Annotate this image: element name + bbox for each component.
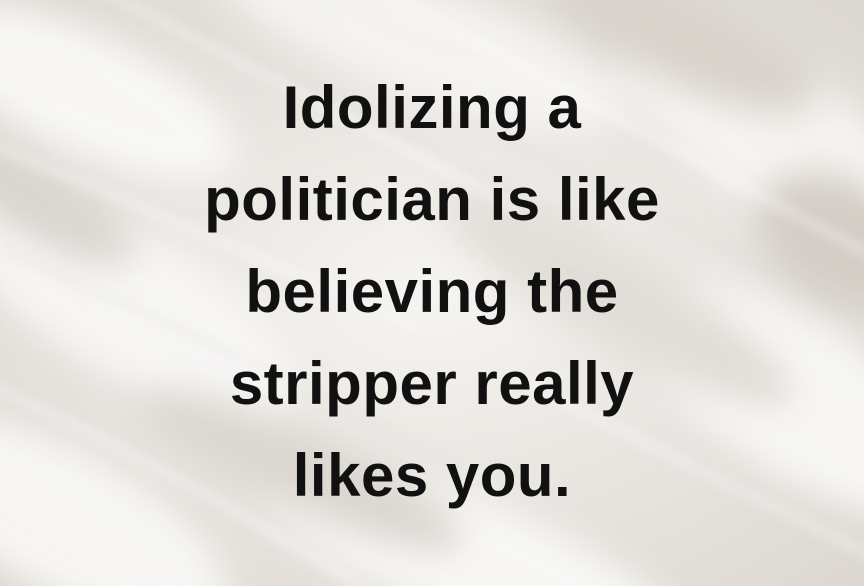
quote-line-3: believing the — [245, 258, 619, 325]
quote-line-2: politician is like — [204, 166, 660, 233]
quote-line-1: Idolizing a — [282, 74, 582, 141]
quote-line-4: stripper really — [229, 350, 635, 417]
quote-line-5: likes you. — [292, 442, 572, 509]
quote-text — [0, 62, 864, 522]
